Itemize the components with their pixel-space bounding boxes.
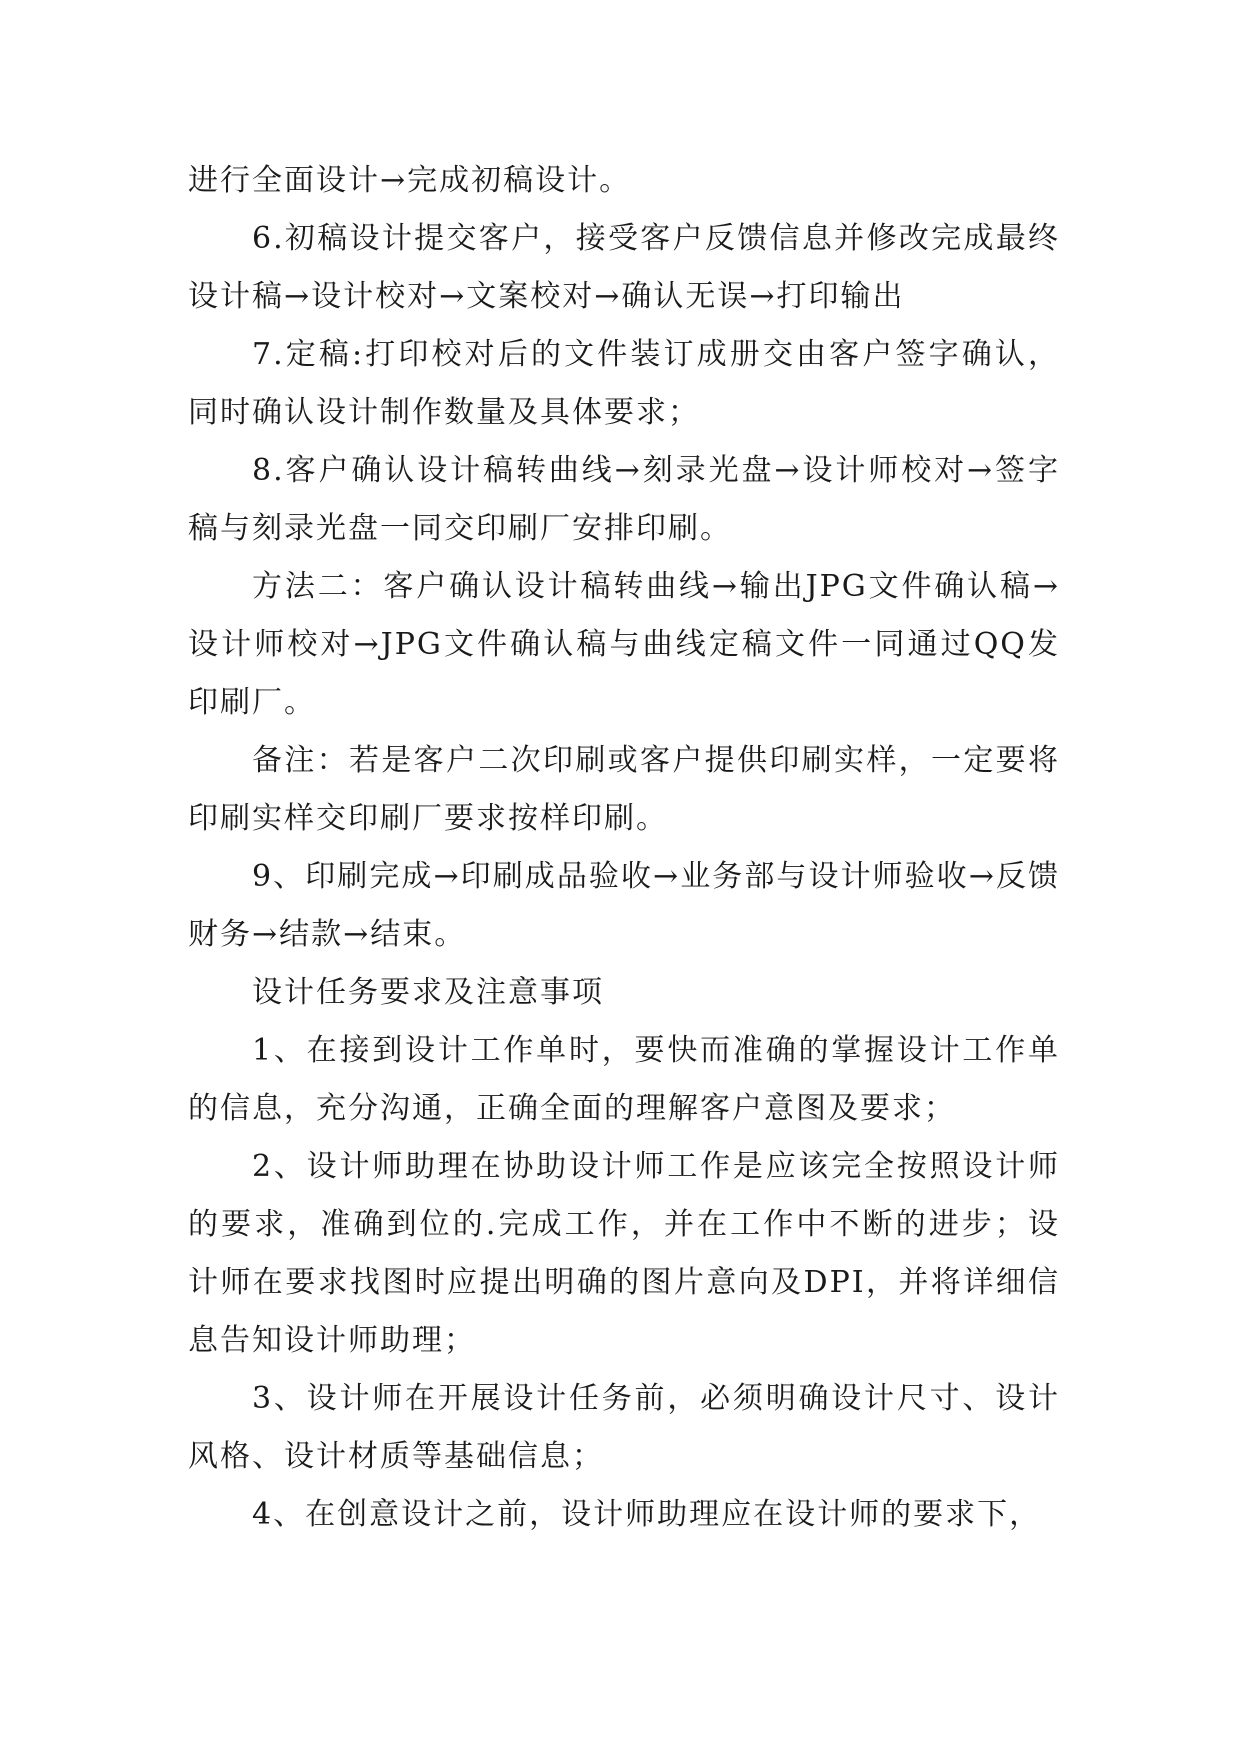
paragraph-note: 备注：若是客户二次印刷或客户提供印刷实样，一定要将印刷实样交印刷厂要求按样印刷。: [188, 743, 1060, 836]
paragraph-continuation: 进行全面设计→完成初稿设计。: [188, 163, 632, 198]
paragraph-step-7: 7.定稿:打印校对后的文件装订成册交由客户签字确认，同时确认设计制作数量及具体要求；: [188, 337, 1060, 430]
paragraph-requirement-2: 2、设计师助理在协助设计师工作是应该完全按照设计师的要求，准确到位的.完成工作，并在工作中不断的进步；设计师在要求找图时应提出明确的图片意向及DPI，并将详细信息告知设计师助理；: [188, 1149, 1060, 1358]
document-body: [188, 152, 1060, 1544]
section-heading: 设计任务要求及注意事项: [252, 975, 604, 1010]
paragraph-requirement-4: 4、在创意设计之前，设计师助理应在设计师的要求下，: [252, 1497, 1042, 1532]
paragraph-step-6: 6.初稿设计提交客户，接受客户反馈信息并修改完成最终设计稿→设计校对→文案校对→确认无误→打印输出: [188, 221, 1060, 314]
paragraph-requirement-1: 1、在接到设计工作单时，要快而准确的掌握设计工作单的信息，充分沟通，正确全面的理解客户意图及要求；: [188, 1033, 1060, 1126]
paragraph-step-8: 8.客户确认设计稿转曲线→刻录光盘→设计师校对→签字稿与刻录光盘一同交印刷厂安排印刷。: [188, 453, 1060, 546]
paragraph-method-two: 方法二：客户确认设计稿转曲线→输出JPG文件确认稿→设计师校对→JPG文件确认稿与曲线定稿文件一同通过QQ发印刷厂。: [188, 569, 1060, 720]
paragraph-requirement-3: 3、设计师在开展设计任务前，必须明确设计尺寸、设计风格、设计材质等基础信息；: [188, 1381, 1060, 1474]
paragraph-step-9: 9、印刷完成→印刷成品验收→业务部与设计师验收→反馈财务→结款→结束。: [188, 859, 1060, 952]
